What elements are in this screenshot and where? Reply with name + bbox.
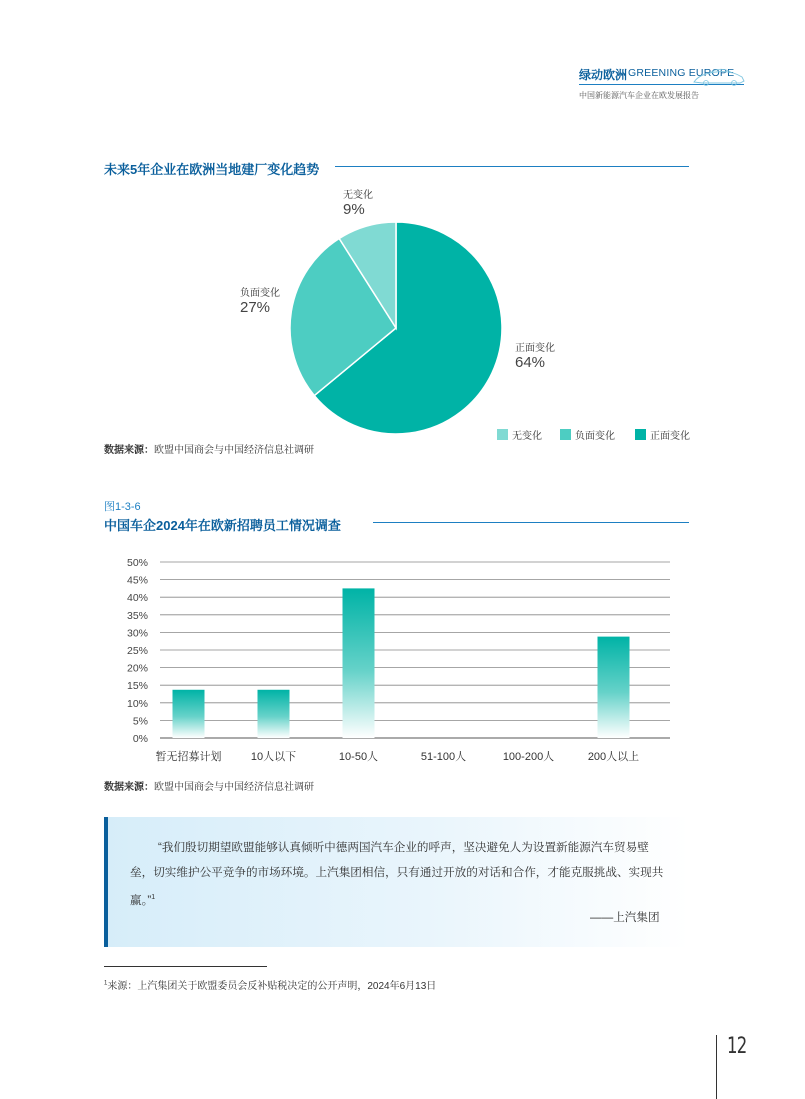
page-number-rule bbox=[716, 1035, 717, 1099]
legend-item-negative bbox=[560, 427, 615, 442]
bar bbox=[598, 637, 630, 738]
bar-chart bbox=[100, 550, 680, 770]
brand-title-en: GREENING EUROPE bbox=[628, 67, 735, 79]
pie-label-no-change: 无变化 bbox=[343, 190, 373, 201]
y-tick-label: 45% bbox=[126, 574, 148, 587]
footnote-rule bbox=[104, 966, 267, 967]
quote-text bbox=[130, 835, 670, 913]
legend-item-positive bbox=[635, 427, 690, 442]
source-label: 数据来源： bbox=[104, 782, 154, 793]
source-label: 数据来源： bbox=[104, 445, 154, 456]
y-tick-label: 10% bbox=[126, 697, 148, 710]
y-tick-label: 50% bbox=[126, 557, 148, 569]
y-tick-label: 15% bbox=[126, 680, 148, 693]
pie-title-rule bbox=[335, 166, 689, 167]
legend-swatch bbox=[560, 429, 571, 440]
footnote-text: 来源：上汽集团关于欧盟委员会反补贴税决定的公开声明，2024年6月13日 bbox=[107, 981, 437, 992]
pie-source-note bbox=[104, 441, 314, 456]
y-tick-label: 0% bbox=[132, 733, 148, 745]
x-tick-label: 暂无招募计划 bbox=[155, 751, 222, 763]
legend-item-no-change bbox=[497, 427, 542, 442]
pie-value-positive: 64% bbox=[515, 354, 546, 371]
y-tick-label: 40% bbox=[126, 592, 148, 605]
pie-label-negative: 负面变化 bbox=[240, 288, 280, 299]
figure-label: 图1-3-6 bbox=[104, 501, 141, 513]
legend-swatch bbox=[497, 429, 508, 440]
pie-value-negative: 27% bbox=[240, 299, 271, 316]
bar-section-title: 中国车企2024年在欧新招聘员工情况调查 bbox=[104, 518, 341, 533]
quote-body: “我们殷切期望欧盟能够认真倾听中德两国汽车企业的呼声，坚决避免人为设置新能源汽车贸易壁垒，切实维护公平竞争的市场环境。上汽集团相信，只有通过开放的对话和合作，才能克服挑战、实现共赢。” bbox=[130, 841, 664, 907]
footnote bbox=[104, 977, 436, 992]
y-tick-label: 5% bbox=[132, 715, 148, 728]
x-tick-label: 51-100人 bbox=[420, 751, 467, 763]
legend-swatch bbox=[635, 429, 646, 440]
y-tick-label: 25% bbox=[126, 645, 148, 657]
bar bbox=[258, 690, 290, 738]
y-tick-label: 30% bbox=[126, 627, 148, 640]
legend-label: 无变化 bbox=[512, 431, 542, 442]
x-tick-label: 100-200人 bbox=[502, 751, 555, 763]
pie-value-no-change: 9% bbox=[343, 201, 365, 218]
car-outline-icon bbox=[692, 64, 746, 88]
quote-author: ——上汽集团 bbox=[590, 911, 660, 924]
footnote-mark: 1 bbox=[104, 980, 108, 987]
x-tick-label: 200人以上 bbox=[587, 751, 640, 763]
quote-footnote-mark: 1 bbox=[151, 894, 156, 901]
x-tick-label: 10人以下 bbox=[250, 751, 297, 763]
bar-source-note bbox=[104, 778, 314, 793]
bar bbox=[173, 690, 205, 738]
source-text: 欧盟中国商会与中国经济信息社调研 bbox=[154, 445, 314, 456]
bar-title-rule bbox=[373, 522, 689, 523]
legend-label: 正面变化 bbox=[650, 431, 690, 442]
pie-label-positive: 正面变化 bbox=[515, 343, 555, 354]
pie-chart bbox=[285, 217, 507, 439]
quote-accent-bar bbox=[104, 817, 108, 947]
report-subtitle: 中国新能源汽车企业在欧发展报告 bbox=[579, 91, 699, 100]
pie-section-title: 未来5年企业在欧洲当地建厂变化趋势 bbox=[104, 162, 320, 177]
brand-title-cn: 绿动欧洲 bbox=[579, 68, 628, 82]
page-number: 12 bbox=[727, 1034, 747, 1059]
x-tick-label: 10-50人 bbox=[338, 751, 379, 763]
source-text: 欧盟中国商会与中国经济信息社调研 bbox=[154, 782, 314, 793]
y-tick-label: 35% bbox=[126, 609, 148, 622]
y-tick-label: 20% bbox=[126, 662, 148, 675]
legend-label: 负面变化 bbox=[575, 431, 615, 442]
bar bbox=[343, 588, 375, 738]
